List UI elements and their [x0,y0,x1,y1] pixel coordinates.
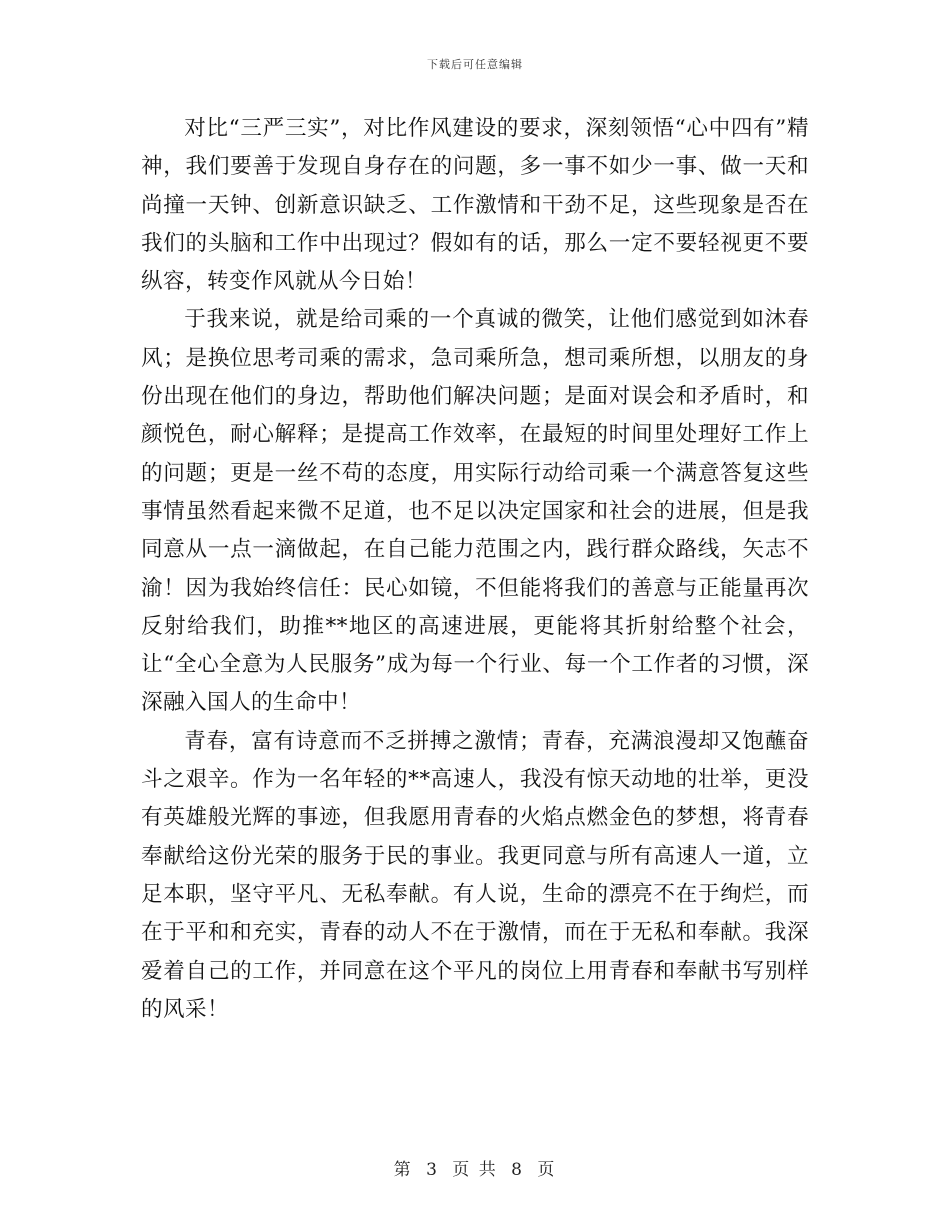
document-body [141,110,809,1029]
paragraph-2: 于我来说，就是给司乘的一个真诚的微笑，让他们感觉到如沐春风；是换位思考司乘的需求，急司乘所急，想司乘所想，以朋友的身份出现在他们的身边，帮助他们解决问题；是面对误会和矛盾时，和颜悦色，耐心解释；是提高工作效率，在最短的时间里处理好工作上的问题；更是一丝不苟的态度，用实际行动给司乘一个满意答复这些事情虽然看起来微不足道，也不足以决定国家和社会的进展，但是我同意从一点一滴做起，在自己能力范围之内，践行群众路线，矢志不渝！因为我始终信任：民心如镜，不但能将我们的善意与正能量再次反射给我们，助推**地区的高速进展，更能将其折射给整个社会，让“全心全意为人民服务”成为每一个行业、每一个工作者的习惯，深深融入国人的生命中！ [141,307,809,716]
page-number-total: 8 [511,1160,524,1180]
paragraph-1: 对比“三严三实”，对比作风建设的要求，深刻领悟“心中四有”精神，我们要善于发现自身存在的问题，多一事不如少一事、做一天和尚撞一天钟、创新意识缺乏、工作激情和干劲不足，这些现象是否在我们的头脑和工作中出现过？假如有的话，那么一定不要轻视更不要纵容，转变作风就从今日始！ [141,116,809,295]
page-number-current: 3 [426,1160,439,1180]
footer-middle: 页 共 [452,1160,498,1180]
paragraph-3: 青春，富有诗意而不乏拼搏之激情；青春，充满浪漫却又饱蘸奋斗之艰辛。作为一名年轻的**高速人，我没有惊天动地的壮举，更没有英雄般光辉的事迹，但我愿用青春的火焰点燃金色的梦想，将青春奉献给这份光荣的服务于民的事业。我更同意与所有高速人一道，立足本职，坚守平凡、无私奉献。有人说，生命的漂亮不在于绚烂，而在于平和和充实，青春的动人不在于激情，而在于无私和奉献。我深爱着自己的工作，并同意在这个平凡的岗位上用青春和奉献书写别样的风采！ [141,728,809,1022]
footer-prefix: 第 [393,1160,413,1180]
page-header: 下载后可任意编辑 [427,58,523,71]
page-footer [0,1155,950,1180]
footer-suffix: 页 [537,1160,557,1180]
